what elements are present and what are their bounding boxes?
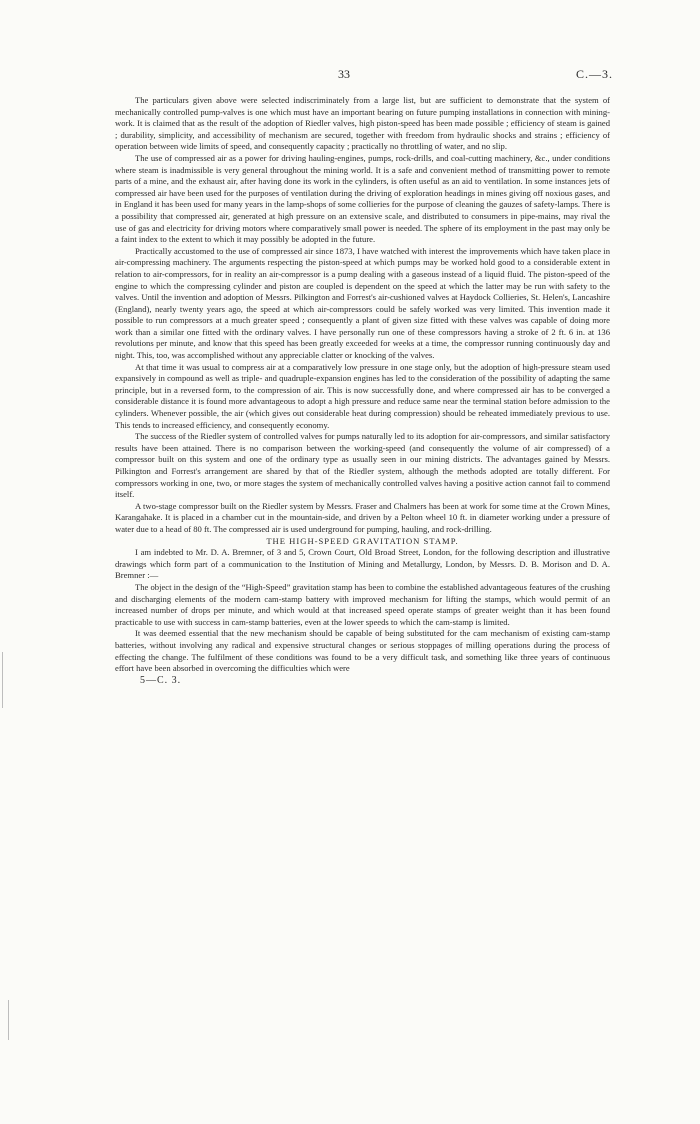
paragraph: I am indebted to Mr. D. A. Bremner, of 3 and 5, Crown Court, Old Broad Street, London, for the following description and illustrative drawings which form part of a communication to the Institution of Mining and Metallurgy, London, by Messrs. D. B. Morison and D. A. Bremner :— xyxy=(115,547,610,581)
paragraph: At that time it was usual to compress air at a comparatively low pressure in one stage only, but the adoption of high-pressure steam used expansively in compound as well as triple- and quadruple-expansion engines has led to the consideration of the possibility of adapting the same principle, but in a reversed form, to the compression of air. This is now successfully done, and where compressed air has to be converged a considerable distance it is found more advantageous to adopt a high pressure and reduce same near the terminal station before admission to the cylinders. Whenever possible, the air (which gives out considerable heat during compression) should be reheated immediately previous to use. This tends to increased efficiency, and consequently economy. xyxy=(115,361,610,430)
section-title: THE HIGH-SPEED GRAVITATION STAMP. xyxy=(266,535,459,546)
paragraph: The success of the Riedler system of controlled valves for pumps naturally led to its adoption for air-compressors, and similar satisfactory results have been attained. There is no comparison between the working-speed (and consequently the volume of air compressed) of a compressor built on this system and one of the ordinary type as usually seen in our mining districts. The advantages gained by Messrs. Pilkington and Forrest's arrangement are shared by that of the Riedler system, although the methods adopted are totally different. For compressors working in one, two, or more stages the system of mechanically controlled valves having a positive action cannot fail to commend itself. xyxy=(115,431,610,500)
paragraph: Practically accustomed to the use of compressed air since 1873, I have watched with interest the improvements which have taken place in air-compressing machinery. The arguments respecting the piston-speed at which pumps may be worked hold good to a considerable extent in relation to air-compressors, for in reality an air-compressor is a pump dealing with a gaseous instead of a liquid fluid. The piston-speed of the engine to which the compressing cylinder and piston are coupled is dependent on the speed at which the latter may be run with safety to the valves. Until the invention and adoption of Messrs. Pilkington and Forrest's air-cushioned valves at Haydock Collieries, St. Helen's, Lancashire (England), nearly twenty years ago, the speed at which air-compressors could be safely worked was very limited. This invention made it possible to run compressors at a much greater speed ; consequently a plant of given size fitted with these valves was capable of doing more work than a similar one fitted with the ordinary valves. I have personally run one of these compressors having a stroke of 2 ft. 6 in. at 136 revolutions per minute, and know that this speed has been greatly exceeded for weeks at a time, the compressor running continuously day and night. This, too, was accomplished without any appreciable clatter or knocking of the valves. xyxy=(115,245,610,361)
paragraph: It was deemed essential that the new mechanism should be capable of being substituted for the cam mechanism of existing cam-stamp batteries, without involving any radical and expensive structural changes or serious stoppages of milling operations during the process of effecting the change. The fulfilment of these conditions was found to be a very difficult task, and something like three years of continuous effort have been absorbed in overcoming the difficulties which were xyxy=(115,628,610,674)
margin-mark xyxy=(2,652,3,708)
signature-mark: 5—C. 3. xyxy=(140,674,182,686)
page-number: 33 xyxy=(338,67,350,81)
paragraph: The particulars given above were selected indiscriminately from a large list, but are sufficient to demonstrate that the system of mechanically controlled pump-valves is one which must have an important bearing on future pumping installations in connection with mining-work. It is claimed that as the result of the adoption of Riedler valves, high piston-speed has been made possible ; efficiency of steam is gained ; durability, simplicity, and accessibility of mechanism are secured, together with freedom from hydraulic shocks and strains ; efficiency of operation between wide limits of speed, and consequently capacity ; practically no throttling of water, and no slip. xyxy=(115,95,610,152)
document-reference: C.—3. xyxy=(576,67,614,81)
body-text xyxy=(115,95,610,686)
paragraph: A two-stage compressor built on the Riedler system by Messrs. Fraser and Chalmers has been at work for some time at the Crown Mines, Karangahake. It is placed in a chamber cut in the mountain-side, and driven by a Pelton wheel 10 ft. in diameter working under a pressure of water due to a head of 80 ft. The compressed air is used underground for pumping, hauling, and rock-drilling. xyxy=(115,500,610,534)
paragraph: The use of compressed air as a power for driving hauling-engines, pumps, rock-drills, and coal-cutting machinery, &c., under conditions where steam is inadmissible is very general throughout the mining world. It is a safe and convenient method of transmitting power to remote parts of a mine, and the exhaust air, after having done its work in the cylinders, is often useful as an aid to ventilation. In some instances jets of compressed air have been used for the purposes of ventilation during the driving of exploration headings in mines giving off noxious gases, and in England it has been used for many years in the lamp-shops of some collieries for the purpose of cleaning the gauzes of safety-lamps. There is a possibility that compressed air, generated at high pressure on an extensive scale, and distributed to consumers in pipe-mains, may rival the use of gas and electricity for driving motors where comparatively small power is needed. The sphere of its employment in the past may only be a faint index to the extent to which it may possibly be adopted in the future. xyxy=(115,152,610,245)
paragraph: The object in the design of the “High-Speed” gravitation stamp has been to combine the established advantageous features of the crushing and discharging elements of the modern cam-stamp battery with improved mechanism for lifting the stamps, which would permit of an increased number of drops per minute, and which would at that increased speed operate stamps of greater weight than it has been found practicable to use with success in cam-stamp batteries, even at the lower speeds to which the cam-stamp is limited. xyxy=(115,581,610,627)
page-header xyxy=(0,67,700,85)
margin-mark xyxy=(8,1000,9,1040)
